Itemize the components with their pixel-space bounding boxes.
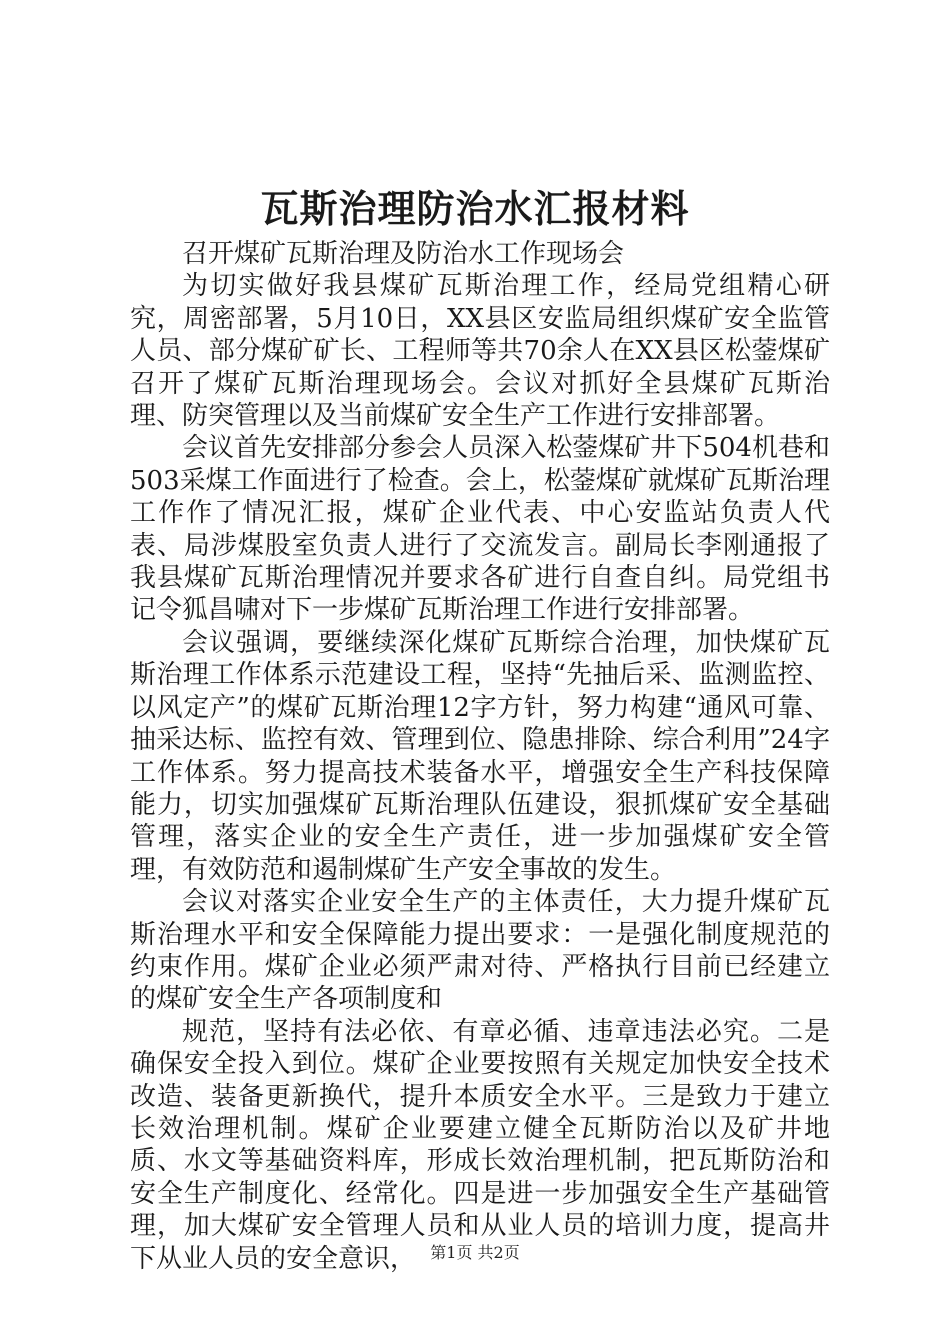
paragraph-4: 会议对落实企业安全生产的主体责任，大力提升煤矿瓦斯治理水平和安全保障能力提出要求：一是强化制度规范的约束作用。煤矿企业必须严肃对待、严格执行目前已经建立的煤矿安全生产各项制度和 — [130, 887, 830, 1015]
paragraph-subtitle: 召开煤矿瓦斯治理及防治水工作现场会 — [182, 239, 625, 269]
document-body — [130, 238, 830, 1275]
paragraph-1: 为切实做好我县煤矿瓦斯治理工作，经局党组精心研究，周密部署，5月10日，XX县区安监局组织煤矿安全监管人员、部分煤矿矿长、工程师等共70余人在XX县区松蓥煤矿召开了煤矿瓦斯治理现场会。会议对抓好全县煤矿瓦斯治理、防突管理以及当前煤矿安全生产工作进行安排部署。 — [130, 271, 830, 432]
paragraph-5: 规范，坚持有法必依、有章必循、违章违法必究。二是确保安全投入到位。煤矿企业要按照有关规定加快安全技术改造、装备更新换代，提升本质安全水平。三是致力于建立长效治理机制。煤矿企业要建立健全瓦斯防治以及矿井地质、水文等基础资料库，形成长效治理机制，把瓦斯防治和安全生产制度化、经常化。四是进一步加强安全生产基础管理，加大煤矿安全管理人员和从业人员的培训力度，提高井下从业人员的安全意识， — [130, 1016, 830, 1274]
document-title: 瓦斯治理防治水汇报材料 — [260, 186, 690, 231]
page-footer: 第1页 共2页 — [430, 1243, 520, 1262]
paragraph-3: 会议强调，要继续深化煤矿瓦斯综合治理，加快煤矿瓦斯治理工作体系示范建设工程，坚持“先抽后采、监测监控、以风定产”的煤矿瓦斯治理12字方针，努力构建“通风可靠、抽采达标、监控有效、管理到位、隐患排除、综合利用”24字工作体系。努力提高技术装备水平，增强安全生产科技保障能力，切实加强煤矿瓦斯治理队伍建设，狠抓煤矿安全基础管理，落实企业的安全生产责任，进一步加强煤矿安全管理，有效防范和遏制煤矿生产安全事故的发生。 — [130, 627, 830, 885]
paragraph-2: 会议首先安排部分参会人员深入松蓥煤矿井下504机巷和503采煤工作面进行了检查。会上，松蓥煤矿就煤矿瓦斯治理工作作了情况汇报，煤矿企业代表、中心安监站负责人代表、局涉煤股室负责人进行了交流发言。副局长李刚通报了我县煤矿瓦斯治理情况并要求各矿进行自查自纠。局党组书记令狐昌啸对下一步煤矿瓦斯治理工作进行安排部署。 — [130, 433, 830, 626]
